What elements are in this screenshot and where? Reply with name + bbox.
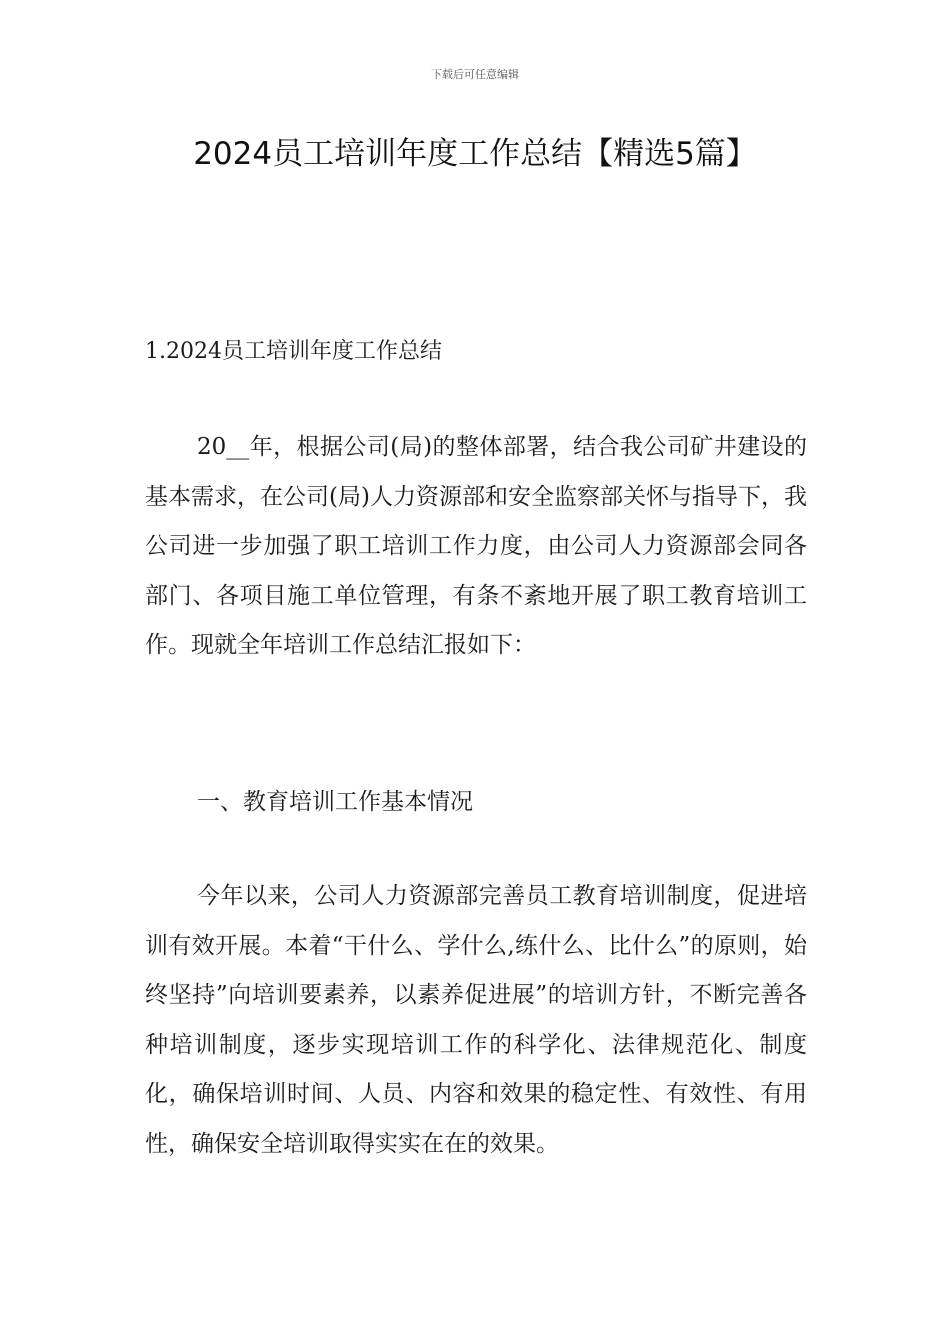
header-note: 下载后可任意编辑 (431, 68, 519, 81)
section-heading: 1.2024员工培训年度工作总结 (145, 339, 442, 364)
paragraph-basic-situation: 今年以来，公司人力资源部完善员工教育培训制度，促进培训有效开展。本着“干什么、学什么,练什么、比什么”的原则，始终坚持”向培训要素养，以素养促进展”的培训方针，不断完善各种培训制度，逐步实现培训工作的科学化、法律规范化、制度化，确保培训时间、人员、内容和效果的稳定性、有效性、有用性，确保安全培训取得实实在在的效果。 (145, 883, 807, 1157)
paragraph-intro: 20__年，根据公司(局)的整体部署，结合我公司矿井建设的基本需求，在公司(局)人力资源部和安全监察部关怀与指导下，我公司进一步加强了职工培训工作力度，由公司人力资源部会同各部门、各项目施工单位管理，有条不紊地开展了职工教育培训工作。现就全年培训工作总结汇报如下： (145, 434, 807, 658)
document-title: 2024员工培训年度工作总结【精选5篇】 (193, 136, 757, 172)
sub-heading: 一、教育培训工作基本情况 (197, 789, 473, 815)
